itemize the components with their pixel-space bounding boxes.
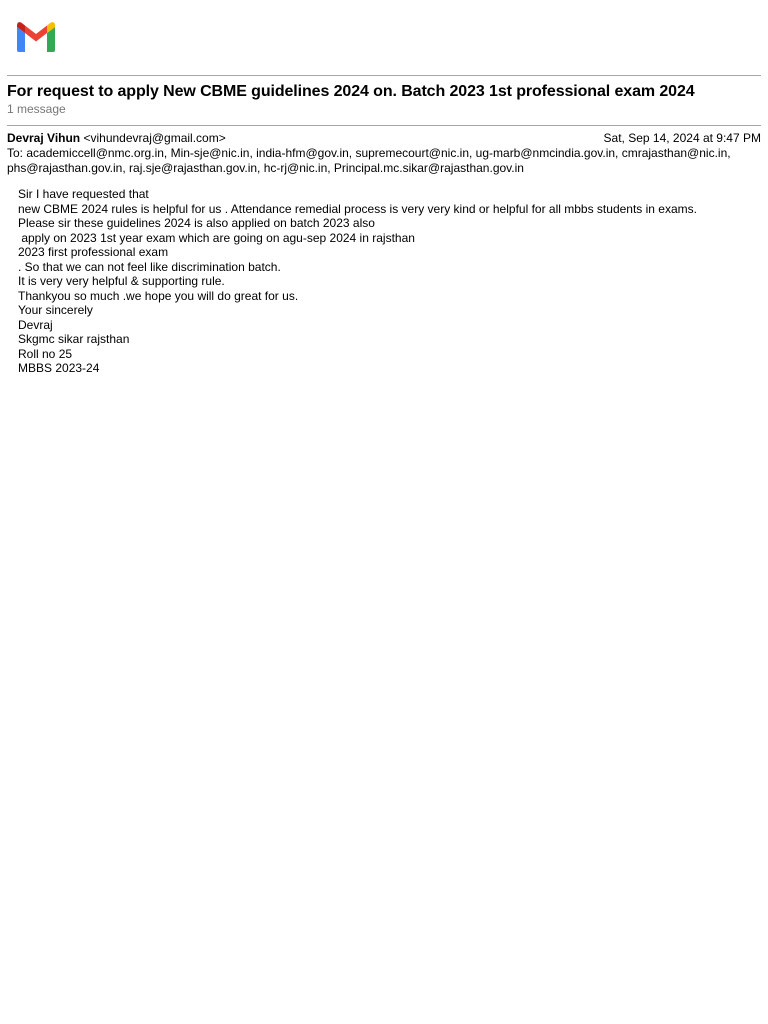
recipients-line-2: phs@rajasthan.gov.in, raj.sje@rajasthan.gov.in, hc-rj@nic.in, Principal.mc.sikar@rajasthan.gov.in xyxy=(7,160,524,175)
sender-email: <vihundevraj@gmail.com> xyxy=(83,131,226,145)
body-line: . So that we can not feel like discrimination batch. xyxy=(18,259,281,274)
message-date: Sat, Sep 14, 2024 at 9:47 PM xyxy=(603,131,761,145)
body-line: Your sincerely xyxy=(18,303,93,317)
header-divider xyxy=(7,75,761,76)
body-line: Skgmc sikar rajsthan xyxy=(18,332,130,346)
body-line: apply on 2023 1st year exam which are going on agu-sep 2024 in rajsthan xyxy=(18,230,415,245)
thread-subject: For request to apply New CBME guidelines 2024 on. Batch 2023 1st professional exam 2024 xyxy=(7,83,695,100)
body-line: Devraj xyxy=(18,317,53,332)
body-line: It is very very helpful & supporting rule. xyxy=(18,274,225,288)
sender-name: Devraj Vihun xyxy=(7,131,81,145)
recipients-line-1: To: academiccell@nmc.org.in, Min-sje@nic.in, india-hfm@gov.in, supremecourt@nic.in, ug-marb@nmcindia.gov.in, cmrajasthan@nic.in, xyxy=(7,146,731,160)
body-line: MBBS 2023-24 xyxy=(18,361,100,375)
message-divider xyxy=(7,125,761,126)
body-line: Sir I have requested that xyxy=(18,187,149,201)
gmail-logo-svg xyxy=(16,21,56,53)
gmail-logo-icon xyxy=(16,21,56,53)
body-line: Thankyou so much .we hope you will do great for us. xyxy=(18,288,299,303)
body-line: Please sir these guidelines 2024 is also applied on batch 2023 also xyxy=(18,216,375,230)
recipients xyxy=(7,146,761,175)
body-line: 2023 first professional exam xyxy=(18,245,169,259)
message-body xyxy=(18,187,758,376)
message-count: 1 message xyxy=(7,102,66,116)
logo-center-m xyxy=(25,26,47,42)
body-line: Roll no 25 xyxy=(18,346,73,361)
message-header xyxy=(7,131,761,146)
body-line: new CBME 2024 rules is helpful for us . Attendance remedial process is very very kind or helpful for all mbbs students in exams. xyxy=(18,201,697,216)
